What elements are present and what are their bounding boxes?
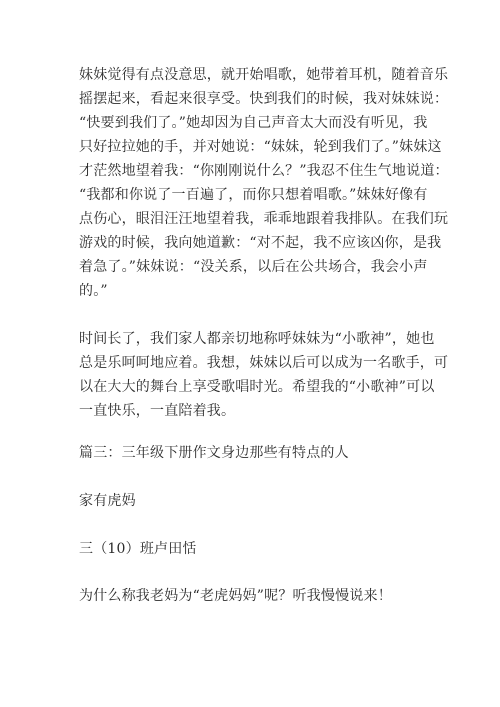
paragraph-line: 总是乐呵呵地应着。我想，妹妹以后可以成为一名歌手，可 xyxy=(79,355,449,371)
paragraph-line: 的。” xyxy=(79,283,108,299)
paragraph-line: “我都和你说了一百遍了，而你只想着唱歌。”妹妹好像有 xyxy=(79,187,428,203)
essay-title: 家有虎妈 xyxy=(79,493,136,509)
paragraph-line: 妹妹觉得有点没意思，就开始唱歌，她带着耳机，随着音乐 xyxy=(79,67,449,83)
paragraph-line: 以在大大的舞台上享受歌唱时光。希望我的“小歌神”可以 xyxy=(79,379,435,395)
paragraph-line: 着急了。”妹妹说：“没关系，以后在公共场合，我会小声 xyxy=(79,259,428,275)
section-heading: 篇三：三年级下册作文身边那些有特点的人 xyxy=(79,445,349,461)
paragraph-line: 摇摆起来，看起来很享受。快到我们的时候，我对妹妹说： xyxy=(79,91,449,107)
paragraph-line: 才茫然地望着我：“你刚刚说什么？”我忍不住生气地说道： xyxy=(79,163,449,179)
paragraph-line: 一直快乐，一直陪着我。 xyxy=(79,403,236,419)
paragraph-line: 时间长了，我们家人都亲切地称呼妹妹为“小歌神”，她也 xyxy=(79,331,435,347)
opening-line: 为什么称我老妈为“老虎妈妈”呢？听我慢慢说来！ xyxy=(79,588,392,604)
paragraph-line: “快要到我们了。”她却因为自己声音太大而没有听见，我 xyxy=(79,115,428,131)
author-line: 三（10）班卢田恬 xyxy=(79,541,197,557)
paragraph-line: 游戏的时候，我向她道歉：“对不起，我不应该凶你，是我 xyxy=(79,235,442,251)
paragraph-line: 点伤心，眼泪汪汪地望着我，乖乖地跟着我排队。在我们玩 xyxy=(79,211,449,227)
paragraph-line: 只好拉拉她的手，并对她说：“妹妹，轮到我们了。”妹妹这 xyxy=(79,139,442,155)
